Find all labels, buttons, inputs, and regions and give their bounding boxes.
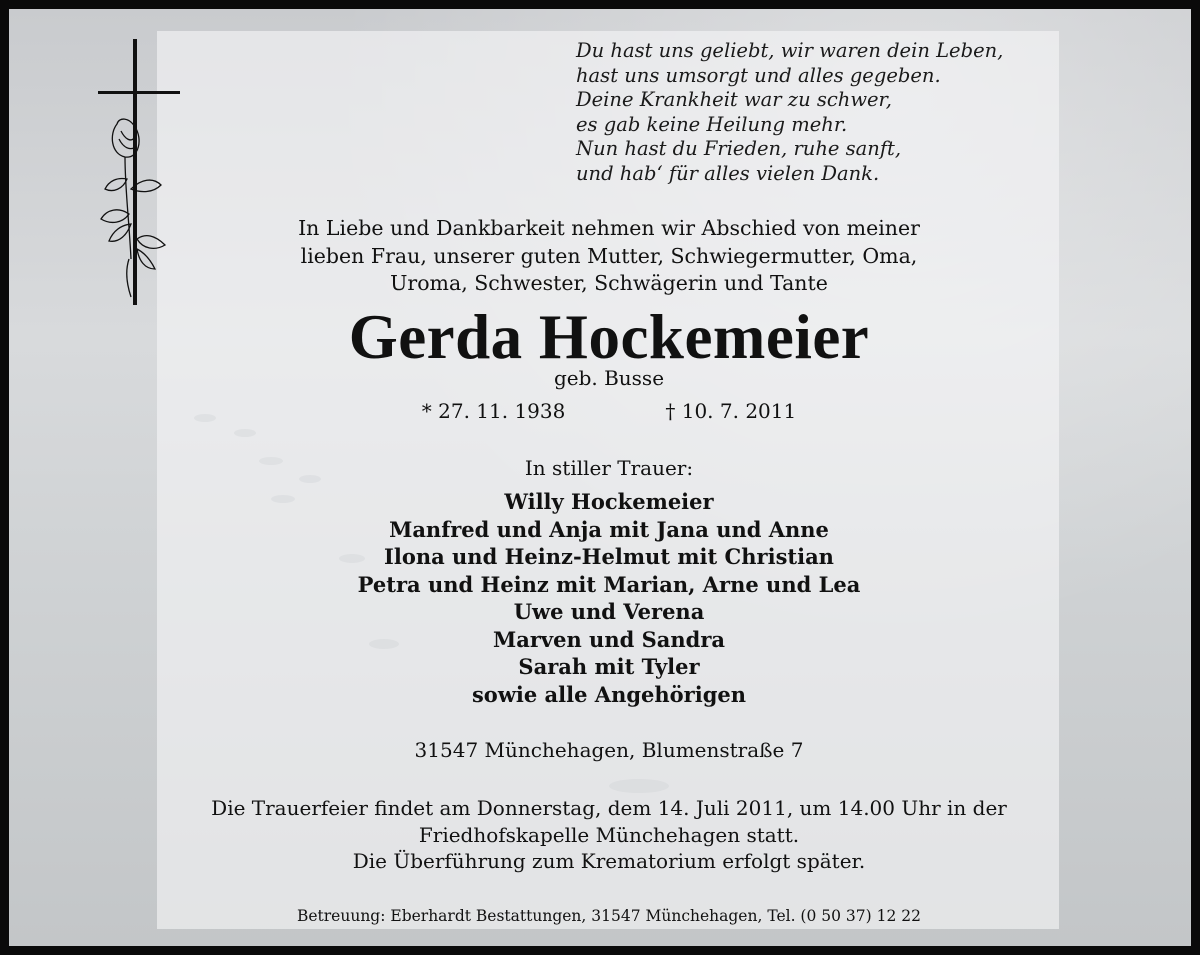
poem-line: es gab keine Heilung mehr. — [576, 112, 848, 136]
mourning-heading: In stiller Trauer: — [524, 456, 694, 480]
intro-line: lieben Frau, unserer guten Mutter, Schwiegermutter, Oma, — [300, 243, 918, 268]
address: 31547 Münchehagen, Blumenstraße 7 — [414, 738, 804, 762]
poem-line: und hab‘ für alles vielen Dank. — [576, 161, 880, 185]
mourner-line: Petra und Heinz mit Marian, Arne und Lea — [357, 571, 861, 597]
death-date: † 10. 7. 2011 — [665, 399, 797, 423]
mourners-list — [9, 488, 1200, 708]
service-line: Friedhofskapelle Münchehagen statt. — [418, 822, 800, 847]
poem-line: Nun hast du Frieden, ruhe sanft, — [576, 137, 902, 160]
intro-line: Uroma, Schwester, Schwägerin und Tante — [390, 271, 828, 295]
poem-line: Deine Krankheit war zu schwer, — [576, 88, 892, 111]
poem-line: hast uns umsorgt und alles gegeben. — [576, 63, 941, 87]
mourner-line: Marven und Sandra — [493, 626, 725, 652]
deceased-name: Gerda Hockemeier — [348, 302, 870, 372]
life-dates — [9, 398, 1200, 424]
maiden-name: geb. Busse — [553, 366, 665, 390]
funeral-home-footer: Betreuung: Eberhardt Bestattungen, 31547 Münchehagen, Tel. (0 50 37) 12 22 — [296, 907, 921, 925]
poem-line: Du hast uns geliebt, wir waren dein Leben, — [576, 39, 1004, 62]
service-info — [9, 795, 1200, 875]
intro-text — [9, 215, 1200, 298]
mourner-line: Willy Hockemeier — [504, 489, 714, 514]
poem — [576, 39, 1136, 186]
birth-date: * 27. 11. 1938 — [421, 399, 566, 423]
mourner-line: Uwe und Verena — [513, 599, 705, 624]
service-line: Die Überführung zum Krematorium erfolgt später. — [352, 849, 866, 873]
mourner-line: Ilona und Heinz-Helmut mit Christian — [384, 544, 834, 569]
mourner-line: Sarah mit Tyler — [518, 654, 700, 679]
mourner-line: sowie alle Angehörigen — [471, 681, 747, 707]
intro-line: In Liebe und Dankbarkeit nehmen wir Abschied von meiner — [298, 216, 920, 240]
mourner-line: Manfred und Anja mit Jana und Anne — [389, 516, 829, 542]
service-line: Die Trauerfeier findet am Donnerstag, dem 14. Juli 2011, um 14.00 Uhr in der — [211, 796, 1007, 820]
